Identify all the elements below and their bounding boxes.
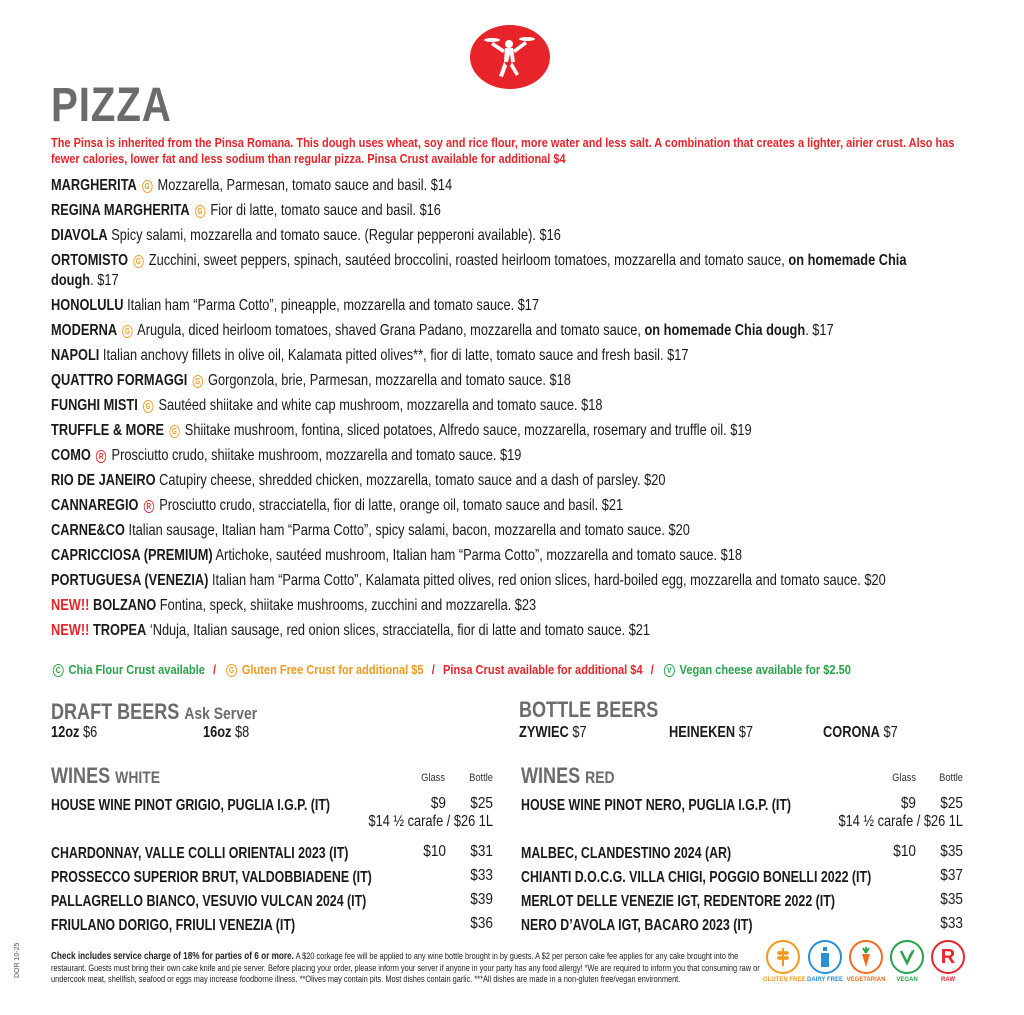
- pizza-name: HONOLULU: [51, 297, 124, 314]
- wine-bottle-price: $31: [470, 843, 493, 860]
- pizza-description: Italian ham “Parma Cotto”, pineapple, mozzarella and tomato sauce. $17: [127, 297, 540, 314]
- draft-size-label: 12oz: [51, 724, 80, 741]
- new-badge: NEW!!: [51, 622, 90, 639]
- vegan-icon: V: [664, 664, 675, 677]
- chia-icon: C: [53, 664, 64, 677]
- wine-item: [521, 845, 784, 863]
- wine-item: [51, 869, 452, 887]
- draft-beers-subtitle: Ask Server: [184, 704, 258, 723]
- pizza-description: Italian ham “Parma Cotto”, Kalamata pitted olives, red onion slices, hard-boiled egg, mozzarella and tomato sauce. $20: [211, 572, 886, 589]
- pizza-item: [51, 226, 963, 246]
- bottle-beer-item: [823, 724, 898, 742]
- crust-options: [51, 662, 851, 677]
- pizza-description: Prosciutto crudo, stracciatella, fior di latte, orange oil, tomato sauce and basil. $21: [159, 497, 624, 514]
- pizza-item: [51, 546, 963, 566]
- pizza-description: Fior di latte, tomato sauce and basil. $16: [210, 202, 441, 219]
- restaurant-logo-icon: [469, 24, 551, 90]
- pizza-name: QUATTRO FORMAGGI: [51, 372, 188, 389]
- wine-name: CHIANTI D.O.C.G. VILLA CHIGI, POGGIO BONELLI 2022 (IT): [521, 869, 872, 886]
- pizza-item: [51, 346, 963, 366]
- pizza-name: FUNGHI MISTI: [51, 397, 138, 414]
- pizza-description: ‘Nduja, Italian sausage, red onion slices, stracciatella, fior di latte and tomato sauce. $21: [149, 622, 651, 639]
- gluten-free-icon: G: [195, 205, 205, 218]
- raw-icon: R: [144, 500, 154, 513]
- pizza-item: [51, 596, 963, 616]
- legend-item: [763, 940, 806, 983]
- wine-name: PROSSECCO SUPERIOR BRUT, VALDOBBIADENE (IT): [51, 869, 372, 886]
- disclaimer-text: A $20 corkage fee will be applied to any wine bottle brought in by guests. A $2 per person cake fee applies for any cake brought into the restaurant. Guests must bring their own cake knife and pie server. Before placing your order, please inform your server if anyone in your party has any food allergy! *We are required to inform you that consuming raw or undercook meat, shellfish, seafood or eggs may increase foodborne illness. **Olives may contain pits. Most dishes contain garlic. ***All dishes are made in a non-gluten free/vegan environment.: [51, 951, 760, 984]
- draft-size-label: 16oz: [203, 724, 232, 741]
- wine-item: [521, 869, 959, 887]
- separator: /: [431, 662, 435, 677]
- wine-name: CHARDONNAY, VALLE COLLI ORIENTALI 2023 (IT): [51, 845, 349, 862]
- wine-item: [51, 845, 423, 863]
- pinsa-note: Pinsa Crust available for additional $4: [443, 662, 643, 677]
- pizza-item: [51, 521, 963, 541]
- pizza-description: Sautéed shiitake and white cap mushroom, mozzarella and tomato sauce. $18: [158, 397, 603, 414]
- pizza-description: Zucchini, sweet peppers, spinach, sautéed broccolini, roasted heirloom tomatoes, mozzarella and tomato sauce,: [148, 252, 785, 269]
- gluten-free-icon: G: [142, 180, 152, 193]
- pizza-description: Catupiry cheese, shredded chicken, mozzarella, tomato sauce and a dash of parsley. $20: [159, 472, 666, 489]
- pizza-name: BOLZANO: [92, 597, 157, 614]
- wine-name: HOUSE WINE PINOT NERO, PUGLIA I.G.P. (IT): [521, 797, 792, 814]
- gluten-free-note: Gluten Free Crust for additional $5: [241, 662, 424, 677]
- wine-item: [51, 893, 445, 911]
- wine-item: [521, 893, 913, 911]
- pizza-description: Fontina, speck, shiitake mushrooms, zucchini and mozzarella. $23: [159, 597, 537, 614]
- bottle-column-header: Bottle: [469, 772, 493, 784]
- wine-glass-price: $10: [423, 843, 446, 860]
- bottle-beer-price: $7: [738, 724, 753, 741]
- pizza-description: Italian anchovy fillets in olive oil, Kalamata pitted olives**, fior di latte, tomato sauce and fresh basil. $17: [102, 347, 689, 364]
- pizza-description: Gorgonzola, brie, Parmesan, mozzarella and tomato sauce. $18: [208, 372, 571, 389]
- pizza-dough-note: on homemade Chia dough: [644, 322, 806, 339]
- disclaimer: [51, 951, 764, 986]
- pizza-description: Arugula, diced heirloom tomatoes, shaved Grana Padano, mozzarella and tomato sauce,: [137, 322, 641, 339]
- wine-bottle-price: $35: [940, 891, 963, 908]
- bottle-beer-item: [669, 724, 753, 742]
- bottle-beer-name: ZYWIEC: [519, 724, 569, 741]
- wine-bottle-price: $33: [940, 915, 963, 932]
- wine-item: [51, 917, 356, 935]
- pizza-item: [51, 176, 963, 196]
- wine-bottle-price: $37: [940, 867, 963, 884]
- pizza-item: [51, 621, 963, 641]
- pizza-item: [51, 251, 943, 291]
- carafe-price: $14 ½ carafe / $26 1L: [368, 813, 493, 830]
- legend-label: GLUTEN FREE: [763, 977, 806, 983]
- legend-item: [887, 940, 927, 983]
- wine-bottle-price: $36: [470, 915, 493, 932]
- pizza-item: [51, 371, 963, 391]
- service-charge-note: Check includes service charge of 18% for parties of 6 or more.: [51, 951, 294, 962]
- pizza-name: NAPOLI: [51, 347, 100, 364]
- gluten-free-icon: G: [226, 664, 237, 677]
- separator: /: [213, 662, 217, 677]
- wine-item: [521, 917, 810, 935]
- pizza-item: [51, 321, 963, 341]
- raw-icon: R: [96, 450, 106, 463]
- page-title: PIZZA: [51, 79, 172, 132]
- bottle-beers-heading: BOTTLE BEERS: [519, 697, 659, 722]
- wine-name: MERLOT DELLE VENEZIE IGT, REDENTORE 2022 (IT): [521, 893, 835, 910]
- legend-item: [928, 940, 968, 983]
- pizza-item: [51, 496, 963, 516]
- wines-white-subtitle: WHITE: [115, 768, 161, 787]
- pizza-name: CANNAREGIO: [51, 497, 139, 514]
- pizza-description: Italian sausage, Italian ham “Parma Cotto”, spicy salami, bacon, mozzarella and tomato sauce. $20: [128, 522, 690, 539]
- wine-name: PALLAGRELLO BIANCO, VESUVIO VULCAN 2024 (IT): [51, 893, 367, 910]
- pizza-name: MARGHERITA: [51, 177, 137, 194]
- pizza-name: TRUFFLE & MORE: [51, 422, 165, 439]
- legend-label: VEGETARIAN: [846, 977, 886, 983]
- pizza-name: MODERNA: [51, 322, 118, 339]
- wine-bottle-price: $39: [470, 891, 493, 908]
- pizza-item: [51, 296, 963, 316]
- bottle-icon: [808, 940, 842, 974]
- pizza-name: ORTOMISTO: [51, 252, 129, 269]
- wine-bottle-price: $25: [470, 795, 493, 812]
- gluten-free-icon: G: [169, 425, 179, 438]
- bottle-beer-name: CORONA: [823, 724, 880, 741]
- pizza-item: [51, 571, 963, 591]
- wine-name: HOUSE WINE PINOT GRIGIO, PUGLIA I.G.P. (IT): [51, 797, 331, 814]
- bottle-beer-price: $7: [572, 724, 587, 741]
- wines-white-heading: [51, 763, 160, 789]
- wine-bottle-price: $35: [940, 843, 963, 860]
- glass-column-header: Glass: [421, 772, 445, 784]
- bottle-column-header: Bottle: [939, 772, 963, 784]
- menu-code: DOR 10-25: [14, 942, 21, 978]
- wine-glass-price: $9: [430, 795, 446, 812]
- wine-name: MALBEC, CLANDESTINO 2024 (AR): [521, 845, 732, 862]
- bottle-beer-name: HEINEKEN: [669, 724, 736, 741]
- separator: /: [650, 662, 654, 677]
- chia-note: Chia Flour Crust available: [68, 662, 205, 677]
- wine-glass-price: $10: [893, 843, 916, 860]
- legend-label: RAW: [941, 977, 955, 983]
- pinsa-intro: The Pinsa is inherited from the Pinsa Romana. This dough uses wheat, soy and rice flour, more water and less salt. A combination that creates a lighter, airier crust. Also has fewer calories, lower fat and less sodium than regular pizza. Pinsa Crust available for additional $4: [51, 135, 955, 166]
- wines-red-heading: [521, 763, 615, 789]
- pizza-price: . $17: [805, 322, 834, 339]
- wines-red-title: WINES: [521, 763, 581, 788]
- draft-size-12: [51, 724, 97, 742]
- pizza-item: [51, 201, 963, 221]
- wine-glass-price: $9: [900, 795, 916, 812]
- pizza-name: DIAVOLA: [51, 227, 108, 244]
- gluten-free-icon: G: [133, 255, 143, 268]
- pizza-name: TROPEA: [92, 622, 147, 639]
- vegan-note: Vegan cheese available for $2.50: [679, 662, 851, 677]
- wines-red-subtitle: RED: [585, 768, 615, 787]
- new-badge: NEW!!: [51, 597, 90, 614]
- legend-label: VEGAN: [896, 977, 918, 983]
- bottle-beer-price: $7: [883, 724, 898, 741]
- pizza-description: Mozzarella, Parmesan, tomato sauce and basil. $14: [157, 177, 453, 194]
- pizza-item: [51, 396, 963, 416]
- pizza-description: Shiitake mushroom, fontina, sliced potatoes, Alfredo sauce, mozzarella, rosemary and truffle oil. $19: [184, 422, 752, 439]
- wine-bottle-price: $33: [470, 867, 493, 884]
- legend-item: [846, 940, 886, 983]
- carrot-icon: [849, 940, 883, 974]
- wines-white-title: WINES: [51, 763, 111, 788]
- pizza-description: Prosciutto crudo, shiitake mushroom, mozzarella and tomato sauce. $19: [111, 447, 522, 464]
- wheat-icon: [766, 940, 800, 974]
- glass-column-header: Glass: [892, 772, 916, 784]
- draft-size-16: [203, 724, 249, 742]
- wine-name: NERO D’AVOLA IGT, BACARO 2023 (IT): [521, 917, 753, 934]
- pizza-name: CARNE&CO: [51, 522, 125, 539]
- carafe-price: $14 ½ carafe / $26 1L: [838, 813, 963, 830]
- pizza-item: [51, 421, 963, 441]
- legend-label: DAIRY FREE: [806, 977, 843, 983]
- draft-price: $6: [83, 724, 98, 741]
- pizza-name: PORTUGUESA (VENEZIA): [51, 572, 209, 589]
- pizza-list: [51, 176, 1024, 646]
- gluten-free-icon: G: [143, 400, 153, 413]
- leaf-icon: [890, 940, 924, 974]
- gluten-free-icon: G: [122, 325, 132, 338]
- legend-item: [805, 940, 845, 983]
- wine-name: FRIULANO DORIGO, FRIULI VENEZIA (IT): [51, 917, 296, 934]
- pizza-description: Spicy salami, mozzarella and tomato sauce. (Regular pepperoni available). $16: [111, 227, 561, 244]
- gluten-free-icon: G: [192, 375, 202, 388]
- pizza-description: Artichoke, sautéed mushroom, Italian ham “Parma Cotto”, mozzarella and tomato sauce. $18: [215, 547, 742, 564]
- draft-beers-title: DRAFT BEERS: [51, 699, 180, 724]
- pizza-dough-note: on homemade Chia dough: [51, 252, 907, 289]
- pizza-name: CAPRICCIOSA (PREMIUM): [51, 547, 213, 564]
- bottle-beer-item: [519, 724, 587, 742]
- pizza-name: REGINA MARGHERITA: [51, 202, 190, 219]
- pizza-name: COMO: [51, 447, 91, 464]
- r-letter-icon: R: [931, 940, 965, 974]
- pizza-item: [51, 446, 963, 466]
- pizza-price: . $17: [90, 272, 119, 289]
- draft-beers-heading: [51, 699, 257, 725]
- pizza-item: [51, 471, 963, 491]
- wine-bottle-price: $25: [940, 795, 963, 812]
- draft-price: $8: [235, 724, 250, 741]
- pizza-name: RIO DE JANEIRO: [51, 472, 156, 489]
